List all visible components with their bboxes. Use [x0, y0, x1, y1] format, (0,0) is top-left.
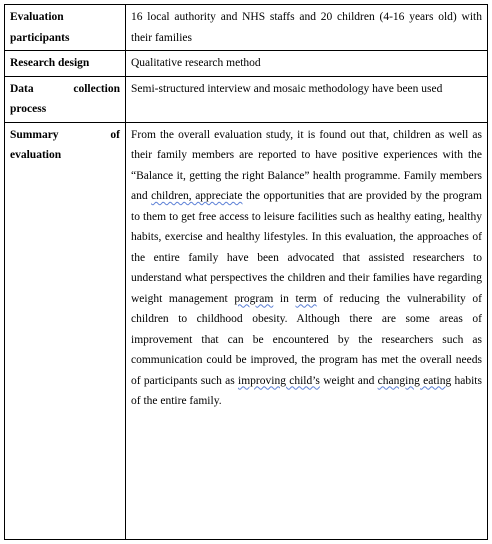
table-row: [5, 51, 488, 77]
row-label-data-collection: [5, 76, 126, 122]
summary-segment-flagged: changing eating: [377, 374, 452, 387]
summary-segment: weight and: [319, 374, 378, 387]
summary-segment: of reducing the vulnerability of children to childhood obesity. Although there are some areas of improvement that can be encountered by the researchers such as communication could be improved, the program has met the overall needs of participants such as: [131, 292, 482, 387]
table-row: [5, 122, 488, 540]
summary-segment-flagged: term: [295, 292, 317, 305]
label-line: Data collection: [10, 82, 120, 95]
summary-segment-flagged: improving child’s: [238, 374, 320, 387]
row-value-data-collection: Semi-structured interview and mosaic methodology have been used: [126, 76, 488, 122]
summary-text: [131, 129, 482, 408]
summary-segment-flagged: children, appreciate: [151, 190, 243, 202]
summary-segment: in: [273, 292, 296, 305]
row-value-participants: 16 local authority and NHS staffs and 20 children (4-16 years old) with their families: [126, 5, 488, 51]
evaluation-table: [4, 4, 488, 540]
row-label-research-design: [5, 51, 126, 77]
label-line: evaluation: [10, 149, 62, 161]
label-line: participants: [10, 31, 70, 44]
label-line: Evaluation: [10, 11, 64, 23]
label-line: process: [10, 103, 47, 115]
summary-segment: the opportunities that are provided by the program to them to get free access to leisure facilities such as healthy eating, healthy habits, exercise and healthy lifestyles. In this evaluation, the approaches of the entire family have been advocated that assisted researchers to understand what perspectives the children and their families have regarding weight management: [131, 190, 482, 305]
summary-segment-flagged: program: [234, 292, 274, 305]
label-line: Summary of: [10, 128, 120, 141]
row-label-participants: [5, 5, 126, 51]
summary-segment: habits of the entire family.: [131, 374, 482, 407]
table-row: [5, 5, 488, 51]
row-value-summary: [126, 122, 488, 540]
row-value-research-design: Qualitative research method: [126, 51, 488, 77]
table-row: [5, 76, 488, 122]
label-line: Research design: [10, 57, 90, 69]
summary-segment: From the overall evaluation study, it is found out that, children as well as their family members are reported to have positive experiences with the “Balance it, getting the right Balance” health programme. Family members and: [131, 128, 482, 202]
row-label-summary: [5, 122, 126, 540]
